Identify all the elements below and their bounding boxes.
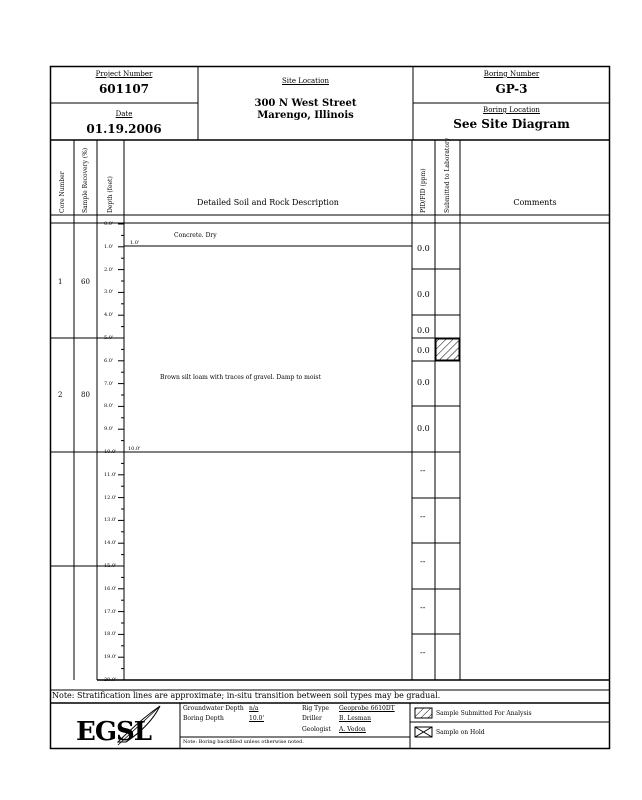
pid-reading: 0.0 bbox=[417, 424, 430, 433]
geologist-value: A. Vedon bbox=[339, 726, 366, 733]
core-number: 1 bbox=[58, 278, 63, 286]
stratification-note: Note: Stratification lines are approximate; in-situ transition between soil types may be gradual. bbox=[52, 691, 441, 700]
stratum-description: Brown silt loam with traces of gravel. Damp to moist bbox=[160, 374, 321, 381]
depth-tick-label: 12.0' bbox=[104, 494, 117, 501]
depth-tick-label: 17.0' bbox=[104, 608, 117, 615]
pid-reading: -- bbox=[420, 466, 426, 475]
boring-location-label: Boring Location bbox=[483, 106, 540, 114]
depth-tick-label: 6.0' bbox=[104, 357, 114, 364]
core-number: 2 bbox=[58, 391, 63, 399]
groundwater-label: Groundwater Depth bbox=[183, 705, 244, 712]
depth-tick-label: 1.0' bbox=[104, 243, 114, 250]
project-number: 601107 bbox=[98, 82, 150, 96]
site-address-line2: Marengo, Illinois bbox=[257, 110, 354, 121]
depth-tick-label: 18.0' bbox=[104, 631, 117, 638]
depth-tick-label: 10.0' bbox=[104, 449, 117, 455]
submitted-sample-marker bbox=[436, 339, 459, 360]
date-label: Date bbox=[115, 110, 133, 118]
boring-depth-value: 10.0' bbox=[249, 715, 265, 722]
core-recovery: 80 bbox=[81, 391, 90, 399]
depth-tick-label: 16.0' bbox=[104, 585, 117, 592]
depth-tick-label: 5.0' bbox=[104, 335, 114, 341]
depth-tick-label: 8.0' bbox=[104, 403, 114, 410]
pid-reading: -- bbox=[420, 648, 426, 657]
depth-tick-label: 15.0' bbox=[104, 563, 117, 569]
boring-number: GP-3 bbox=[495, 82, 528, 96]
col-comments: Comments bbox=[513, 198, 557, 207]
depth-tick-label: 3.0' bbox=[104, 289, 114, 296]
col-core-number: Core Number bbox=[59, 171, 66, 213]
pid-reading: -- bbox=[420, 603, 426, 612]
site-address-line1: 300 N West Street bbox=[254, 98, 357, 109]
pid-reading: 0.0 bbox=[417, 290, 430, 299]
stratum-depth: 10.0' bbox=[128, 446, 141, 452]
depth-tick-label: 14.0' bbox=[104, 540, 117, 547]
legend-hold: Sample on Hold bbox=[436, 729, 485, 736]
boring-location: See Site Diagram bbox=[453, 117, 570, 131]
boring-depth-label: Boring Depth bbox=[183, 715, 224, 722]
depth-tick-label: 9.0' bbox=[104, 426, 114, 433]
depth-tick-label: 0.0' bbox=[104, 221, 114, 227]
boring-number-label: Boring Number bbox=[483, 70, 540, 78]
driller-value: B. Lesman bbox=[339, 715, 371, 722]
stratum-description: Concrete. Dry bbox=[174, 232, 217, 239]
col-submitted: Submitted to Laboratory bbox=[444, 137, 451, 213]
site-location-label: Site Location bbox=[282, 77, 329, 85]
col-pid: PID/FID (ppm) bbox=[420, 168, 427, 213]
driller-label: Driller bbox=[302, 715, 322, 722]
date: 01.19.2006 bbox=[86, 122, 162, 136]
backfill-note: Note: Boring backfilled unless otherwise noted. bbox=[183, 739, 304, 745]
depth-tick-label: 13.0' bbox=[104, 517, 117, 524]
geologist-label: Geologist bbox=[302, 726, 331, 733]
col-description: Detailed Soil and Rock Description bbox=[197, 198, 339, 207]
groundwater-value: n/a bbox=[249, 705, 259, 712]
pid-reading: 0.0 bbox=[417, 378, 430, 387]
depth-tick-label: 4.0' bbox=[104, 312, 114, 319]
stratum-depth: 1.0' bbox=[130, 240, 140, 246]
pid-reading: -- bbox=[420, 512, 426, 521]
egsl-logo: EGSL bbox=[76, 717, 152, 747]
pid-reading: 0.0 bbox=[417, 346, 430, 355]
core-recovery: 60 bbox=[81, 278, 90, 286]
project-number-label: Project Number bbox=[95, 70, 153, 78]
depth-tick-label: 2.0' bbox=[104, 266, 114, 273]
pid-reading: -- bbox=[420, 557, 426, 566]
pid-reading: 0.0 bbox=[417, 326, 430, 335]
rig-type-label: Rig Type bbox=[302, 705, 329, 712]
depth-tick-label: 19.0' bbox=[104, 654, 117, 661]
rig-type-value: Geoprobe 6610DT bbox=[339, 705, 395, 712]
col-depth: Depth (feet) bbox=[107, 176, 114, 213]
depth-tick-label: 20.0' bbox=[104, 677, 117, 683]
legend-submitted: Sample Submitted For Analysis bbox=[436, 710, 532, 717]
depth-tick-label: 7.0' bbox=[104, 380, 114, 387]
pid-reading: 0.0 bbox=[417, 244, 430, 253]
col-sample-recovery: Sample Recovery (%) bbox=[82, 147, 89, 213]
depth-tick-label: 11.0' bbox=[104, 471, 117, 478]
